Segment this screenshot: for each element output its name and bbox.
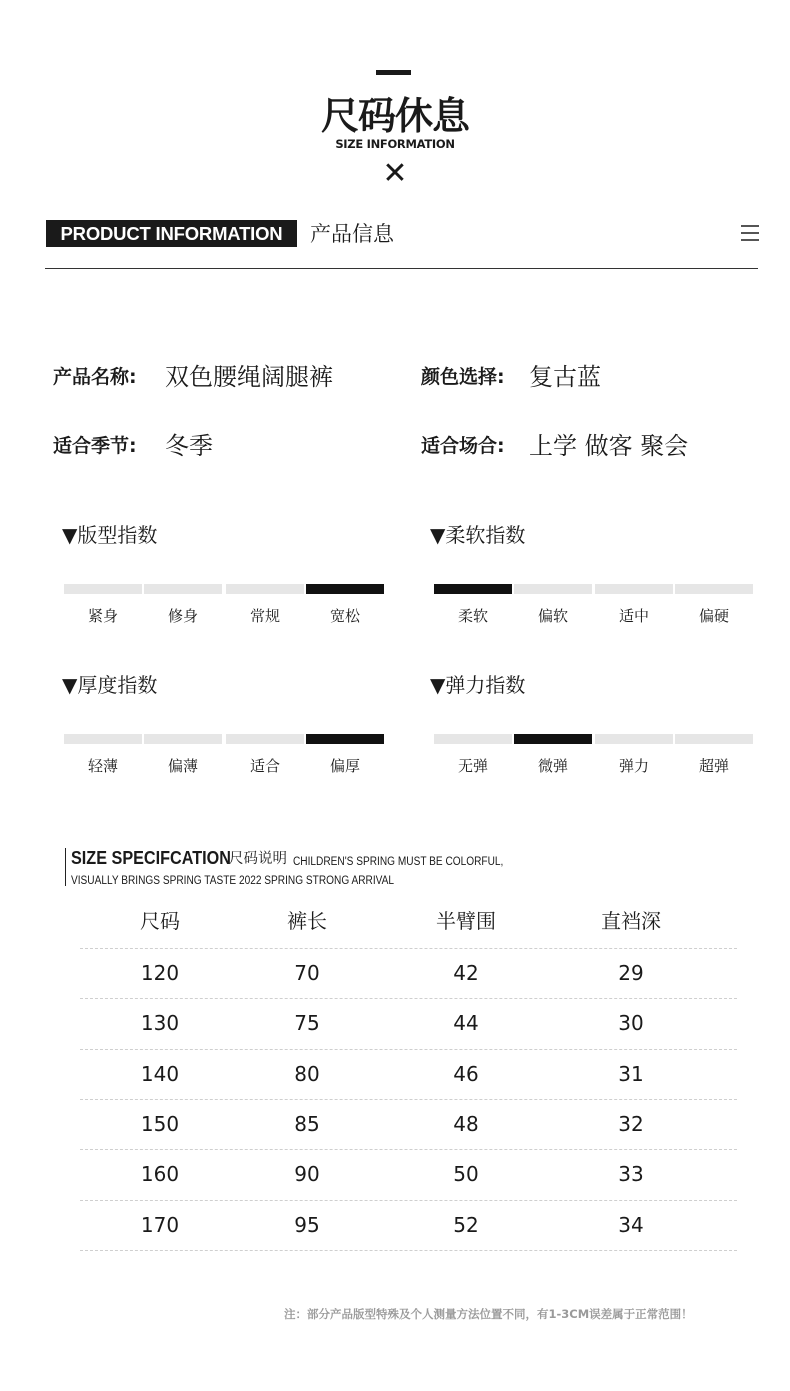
index-option-thickness-1: 偏薄	[167, 757, 198, 775]
color-value: 复古蓝	[529, 363, 601, 391]
index-option-elasticity-1: 微弹	[537, 757, 568, 775]
index-option-softness-0: 柔软	[457, 607, 488, 625]
index-title-softness: ▼柔软指数	[430, 523, 526, 547]
table-cell: 150	[140, 1112, 180, 1136]
table-cell: 95	[294, 1213, 320, 1237]
table-cell: 70	[294, 961, 320, 985]
index-option-fit-0: 紧身	[87, 607, 118, 625]
table-cell: 120	[140, 961, 180, 985]
index-bar-thickness-0	[64, 734, 142, 744]
index-option-softness-2: 适中	[618, 607, 649, 625]
table-cell: 33	[618, 1162, 644, 1186]
table-cell: 85	[294, 1112, 320, 1136]
index-bar-elasticity-0	[434, 734, 512, 744]
index-bar-thickness-3	[306, 734, 384, 744]
index-option-fit-3: 宽松	[329, 607, 360, 625]
table-cell: 34	[618, 1213, 644, 1237]
table-row-divider	[80, 1149, 737, 1150]
close-icon: ✕	[382, 156, 408, 191]
product-information-title: 产品信息	[310, 222, 394, 246]
table-cell: 30	[618, 1011, 644, 1035]
table-header-cell: 裤长	[287, 909, 327, 933]
product-name-label: 产品名称:	[53, 366, 137, 388]
occasion-value: 上学 做客 聚会	[529, 432, 689, 460]
index-bar-fit-3	[306, 584, 384, 594]
size-spec-tagline-2: VISUALLY BRINGS SPRING TASTE 2022 SPRING STRONG ARRIVAL	[71, 875, 395, 887]
table-cell: 32	[618, 1112, 644, 1136]
index-title-fit: ▼版型指数	[62, 523, 158, 547]
index-bar-elasticity-2	[595, 734, 673, 744]
index-bar-elasticity-1	[514, 734, 592, 744]
table-row-divider	[80, 998, 737, 999]
table-row-divider	[80, 1049, 737, 1050]
index-bar-thickness-2	[226, 734, 304, 744]
index-option-elasticity-2: 弹力	[618, 757, 649, 775]
index-option-fit-1: 修身	[167, 607, 198, 625]
index-option-elasticity-0: 无弹	[457, 757, 488, 775]
title-dash-decoration	[376, 70, 411, 75]
table-cell: 48	[453, 1112, 479, 1136]
table-header-cell: 半臂围	[436, 909, 496, 933]
index-option-thickness-3: 偏厚	[329, 757, 360, 775]
measurement-note: 注：部分产品版型特殊及个人测量方法位置不同，有1-3CM误差属于正常范围！	[284, 1307, 693, 1321]
table-cell: 31	[618, 1062, 644, 1086]
table-cell: 80	[294, 1062, 320, 1086]
index-option-elasticity-3: 超弹	[698, 757, 729, 775]
table-cell: 29	[618, 961, 644, 985]
table-cell: 130	[140, 1011, 180, 1035]
table-header-cell: 尺码	[140, 909, 180, 933]
table-header-cell: 直裆深	[601, 909, 661, 933]
size-spec-title-cn: 尺码说明	[229, 851, 287, 867]
index-bar-fit-2	[226, 584, 304, 594]
table-cell: 75	[294, 1011, 320, 1035]
product-name-value: 双色腰绳阔腿裤	[165, 363, 333, 391]
spec-title-rule	[65, 848, 66, 886]
menu-icon[interactable]	[741, 225, 759, 242]
index-option-thickness-0: 轻薄	[87, 757, 118, 775]
size-spec-tagline-1: CHILDREN'S SPRING MUST BE COLORFUL,	[293, 856, 504, 868]
index-title-elasticity: ▼弹力指数	[430, 673, 526, 697]
table-cell: 46	[453, 1062, 479, 1086]
season-value: 冬季	[165, 432, 213, 460]
color-label: 颜色选择:	[421, 366, 505, 388]
index-bar-softness-0	[434, 584, 512, 594]
index-bar-elasticity-3	[675, 734, 753, 744]
table-cell: 44	[453, 1011, 479, 1035]
page-title: 尺码休息	[320, 94, 469, 138]
table-cell: 42	[453, 961, 479, 985]
size-spec-title: SIZE SPECIFCATION	[71, 848, 231, 868]
season-label: 适合季节:	[53, 435, 137, 457]
index-bar-softness-3	[675, 584, 753, 594]
index-bar-softness-1	[514, 584, 592, 594]
table-row-divider	[80, 948, 737, 949]
index-option-thickness-2: 适合	[249, 757, 280, 775]
table-cell: 140	[140, 1062, 180, 1086]
page-subtitle: SIZE INFORMATION	[335, 137, 455, 151]
index-option-softness-3: 偏硬	[698, 607, 729, 625]
table-row-divider	[80, 1099, 737, 1100]
index-bar-softness-2	[595, 584, 673, 594]
table-cell: 50	[453, 1162, 479, 1186]
index-title-thickness: ▼厚度指数	[62, 673, 158, 697]
table-row-divider	[80, 1200, 737, 1201]
table-row-divider	[80, 1250, 737, 1251]
index-option-softness-1: 偏软	[537, 607, 568, 625]
index-option-fit-2: 常规	[249, 607, 280, 625]
index-bar-thickness-1	[144, 734, 222, 744]
index-bar-fit-0	[64, 584, 142, 594]
product-information-badge: PRODUCT INFORMATION	[46, 220, 297, 247]
table-cell: 160	[140, 1162, 180, 1186]
header-divider	[45, 268, 758, 269]
table-cell: 90	[294, 1162, 320, 1186]
table-cell: 52	[453, 1213, 479, 1237]
table-cell: 170	[140, 1213, 180, 1237]
index-bar-fit-1	[144, 584, 222, 594]
occasion-label: 适合场合:	[421, 435, 505, 457]
